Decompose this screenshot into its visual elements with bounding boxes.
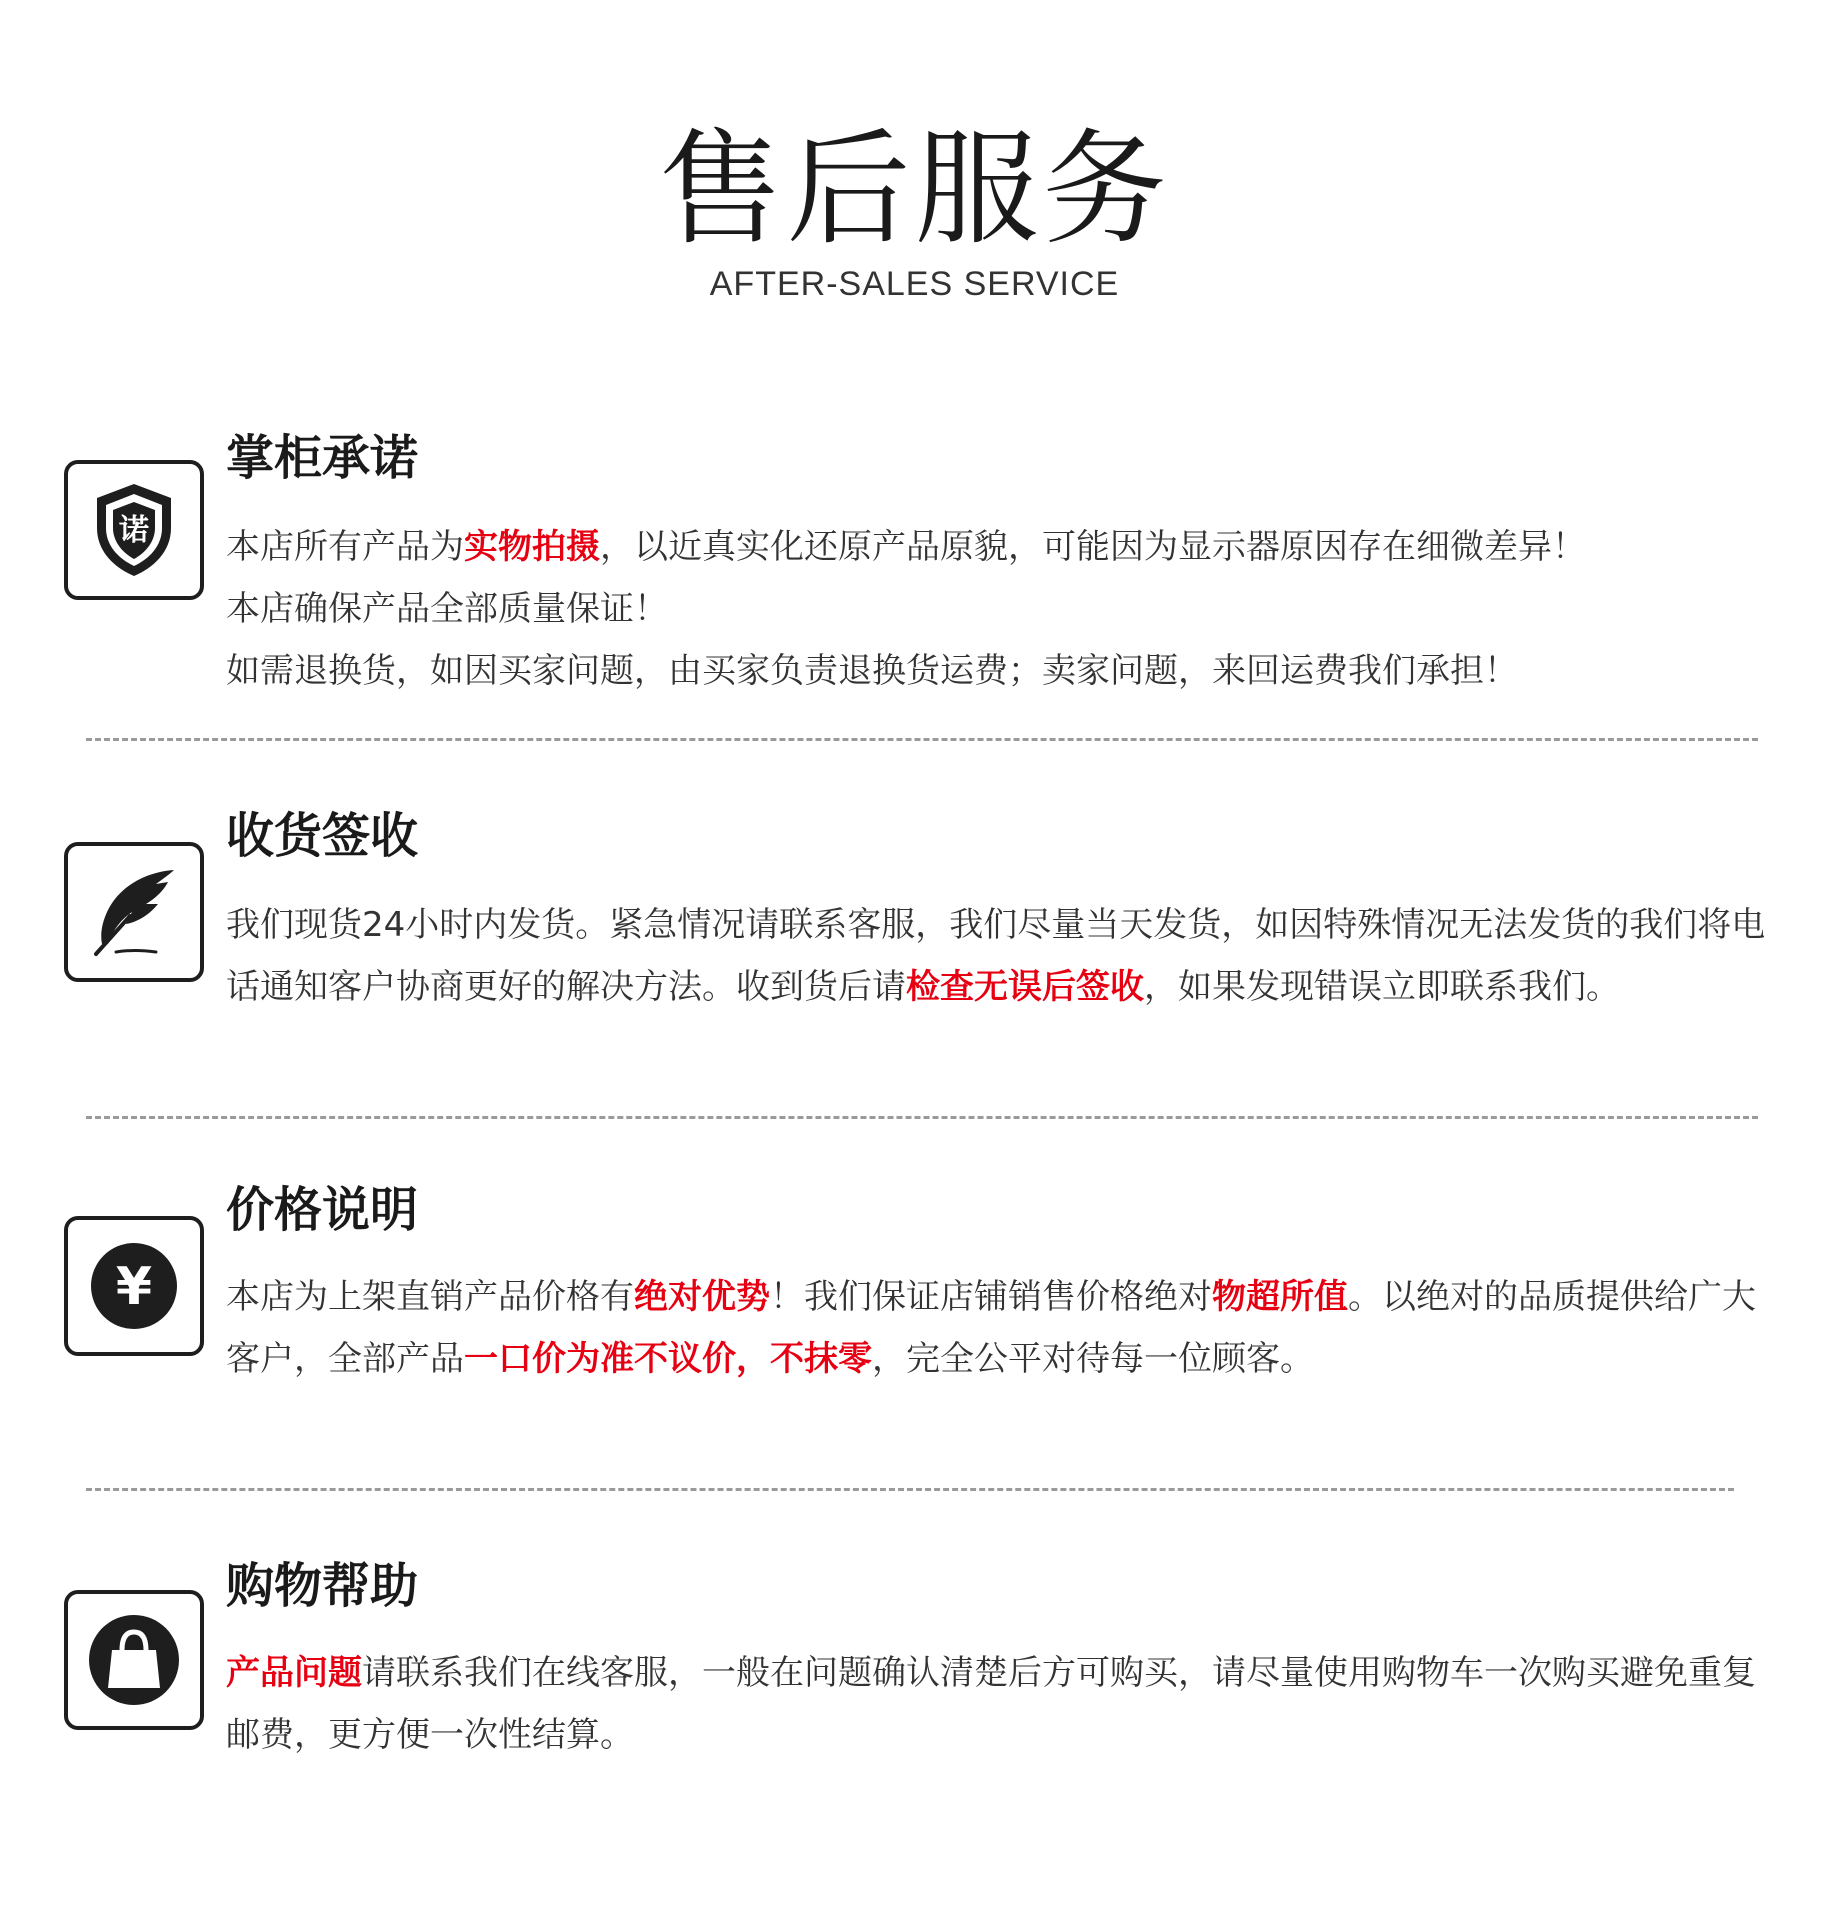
body-text: 。以绝对的品质提供给广大客户，全部产品 [226, 1277, 1756, 1379]
section-divider [86, 738, 1758, 741]
highlight-text: 产品问题 [226, 1653, 362, 1693]
body-paragraph [226, 1266, 1781, 1390]
yen-coin-icon [64, 1216, 204, 1356]
body-paragraph [226, 640, 1781, 702]
section-title: 收货签收 [226, 808, 419, 864]
body-text: 本店确保产品全部质量保证！ [226, 589, 668, 629]
shopping-bag-icon [64, 1590, 204, 1730]
yen-coin-glyph: ¥ [115, 1257, 153, 1317]
highlight-text: 绝对优势 [634, 1277, 770, 1317]
section-body [226, 894, 1781, 1018]
body-paragraph [226, 578, 1781, 640]
section-body [226, 1642, 1781, 1766]
highlight-text: 实物拍摄 [464, 527, 600, 567]
body-text: 请联系我们在线客服，一般在问题确认清楚后方可购买，请尽量使用购物车一次购买避免重复邮费，更方便一次性结算。 [226, 1653, 1756, 1755]
section-title: 价格说明 [226, 1182, 419, 1238]
body-paragraph [226, 516, 1781, 578]
section-divider [86, 1488, 1734, 1491]
highlight-text: 检查无误后签收 [906, 967, 1144, 1007]
body-text: 我们现货24小时内发货。紧急情况请联系客服，我们尽量当天发货，如因特殊情况无法发货的我们将电话通知客户协商更好的解决方法。收到货后请 [226, 905, 1766, 1007]
shield-promise-icon [64, 460, 204, 600]
section-body [226, 516, 1781, 702]
body-text: 本店为上架直销产品价格有 [226, 1277, 634, 1317]
body-text: ，以近真实化还原产品原貌，可能因为显示器原因存在细微差异！ [600, 527, 1586, 567]
page-subtitle: AFTER-SALES SERVICE [709, 265, 1120, 303]
section-title: 掌柜承诺 [226, 430, 419, 486]
body-paragraph [226, 1642, 1781, 1766]
section-body [226, 1266, 1781, 1390]
highlight-text: 物超所值 [1212, 1277, 1348, 1317]
section-title: 购物帮助 [226, 1558, 419, 1614]
body-text: ，如果发现错误立即联系我们。 [1144, 967, 1620, 1007]
body-text: 本店所有产品为 [226, 527, 464, 567]
body-text: ，完全公平对待每一位顾客。 [872, 1339, 1314, 1379]
body-text: 如需退换货，如因买家问题，由买家负责退换货运费；卖家问题，来回运费我们承担！ [226, 651, 1518, 691]
section-divider [86, 1116, 1758, 1119]
page-title: 售后服务 [658, 118, 1171, 262]
body-text: ！我们保证店铺销售价格绝对 [770, 1277, 1212, 1317]
body-paragraph [226, 894, 1781, 1018]
feather-quill-icon [64, 842, 204, 982]
shield-promise-glyph: 诺 [119, 513, 149, 548]
highlight-text: 一口价为准不议价，不抹零 [464, 1339, 872, 1379]
